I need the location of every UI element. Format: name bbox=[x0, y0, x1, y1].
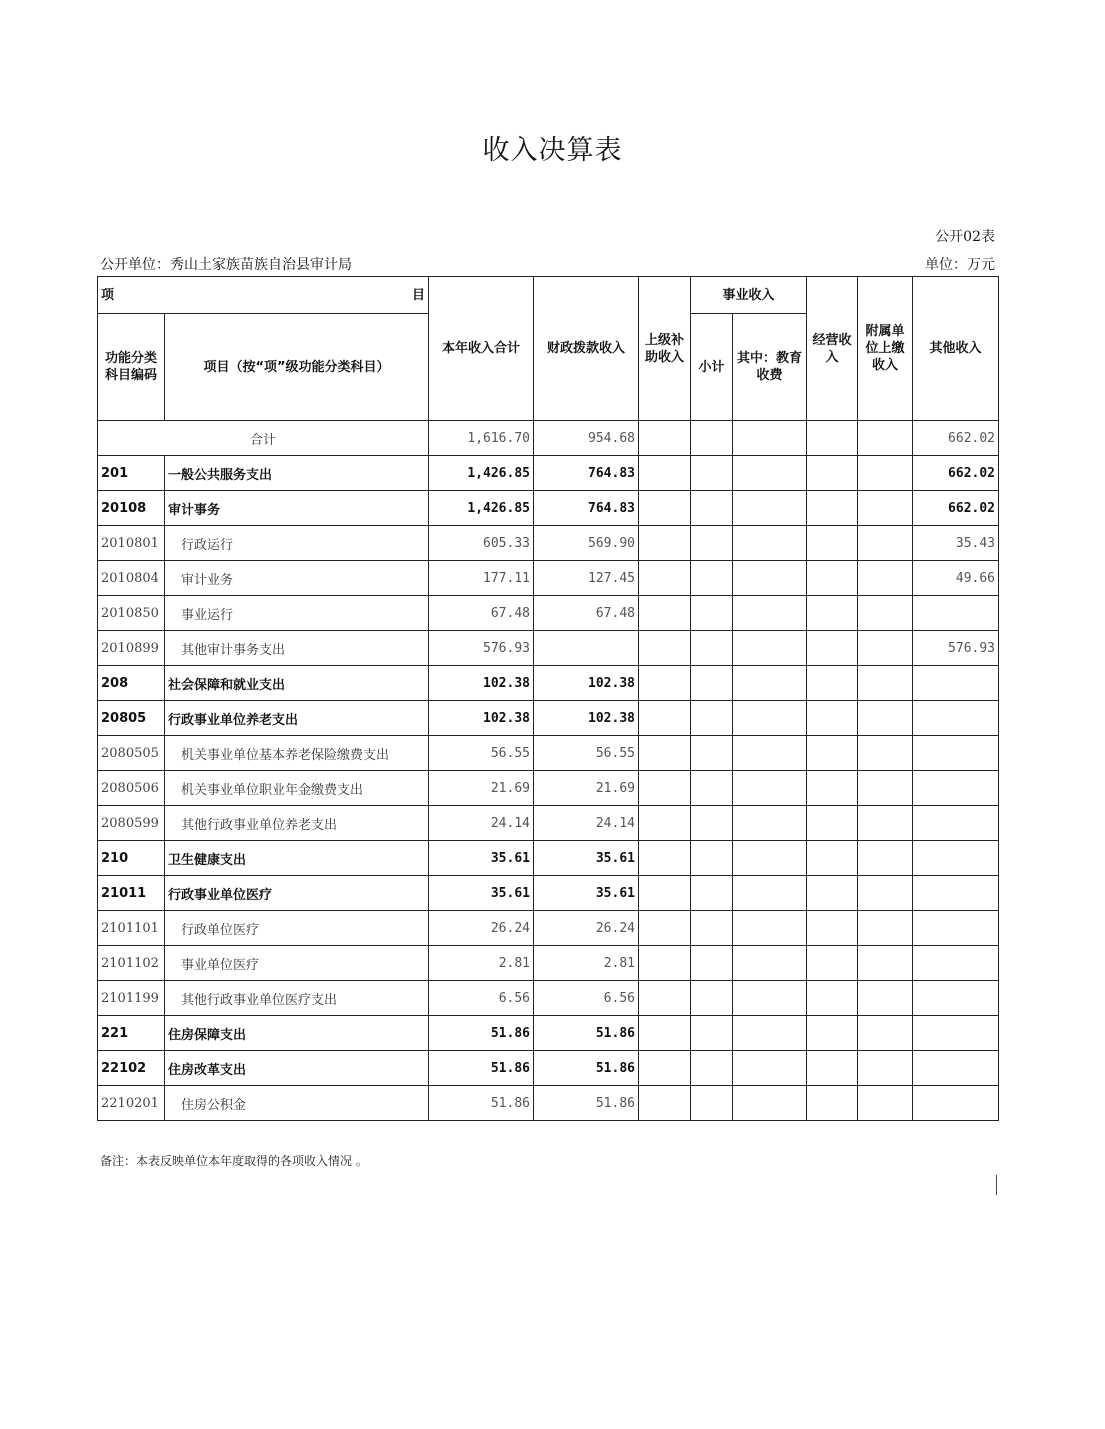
row-fiscal: 67.48 bbox=[534, 596, 639, 631]
row-operating bbox=[807, 631, 858, 666]
row-code: 2101199 bbox=[98, 981, 165, 1016]
row-superior bbox=[639, 841, 691, 876]
row-edu bbox=[733, 981, 807, 1016]
row-other: 576.93 bbox=[913, 631, 999, 666]
row-fiscal: 51.86 bbox=[534, 1051, 639, 1086]
row-superior bbox=[639, 526, 691, 561]
row-operating bbox=[807, 1086, 858, 1121]
row-edu bbox=[733, 456, 807, 491]
row-operating bbox=[807, 1051, 858, 1086]
row-other bbox=[913, 911, 999, 946]
row-code: 2010801 bbox=[98, 526, 165, 561]
row-affiliated bbox=[858, 561, 913, 596]
row-affiliated bbox=[858, 701, 913, 736]
row-code: 20108 bbox=[98, 491, 165, 526]
row-code: 2010899 bbox=[98, 631, 165, 666]
row-fiscal: 35.61 bbox=[534, 876, 639, 911]
row-fiscal: 764.83 bbox=[534, 491, 639, 526]
row-operating bbox=[807, 911, 858, 946]
row-name: 行政事业单位医疗 bbox=[165, 876, 429, 911]
row-subtotal bbox=[691, 561, 733, 596]
row-fiscal: 127.45 bbox=[534, 561, 639, 596]
row-total: 67.48 bbox=[429, 596, 534, 631]
row-subtotal bbox=[691, 806, 733, 841]
row-superior bbox=[639, 666, 691, 701]
row-code: 21011 bbox=[98, 876, 165, 911]
row-name: 其他行政事业单位养老支出 bbox=[165, 806, 429, 841]
table-row bbox=[98, 596, 999, 631]
row-operating bbox=[807, 526, 858, 561]
row-operating bbox=[807, 491, 858, 526]
row-operating bbox=[807, 561, 858, 596]
row-total: 26.24 bbox=[429, 911, 534, 946]
row-subtotal bbox=[691, 1016, 733, 1051]
row-total: 56.55 bbox=[429, 736, 534, 771]
header-mu: 目 bbox=[411, 287, 425, 303]
row-edu bbox=[733, 596, 807, 631]
row-total: 1,426.85 bbox=[429, 491, 534, 526]
row-code: 2080506 bbox=[98, 771, 165, 806]
row-subtotal bbox=[691, 1051, 733, 1086]
row-superior bbox=[639, 631, 691, 666]
table-row bbox=[98, 1051, 999, 1086]
row-subtotal bbox=[691, 526, 733, 561]
row-total: 21.69 bbox=[429, 771, 534, 806]
row-superior bbox=[639, 1086, 691, 1121]
row-affiliated bbox=[858, 1086, 913, 1121]
table-row bbox=[98, 666, 999, 701]
row-total: 51.86 bbox=[429, 1051, 534, 1086]
row-subtotal bbox=[691, 701, 733, 736]
row-operating bbox=[807, 596, 858, 631]
table-row bbox=[98, 526, 999, 561]
row-fiscal bbox=[534, 631, 639, 666]
row-name: 机关事业单位基本养老保险缴费支出 bbox=[165, 736, 429, 771]
row-subtotal bbox=[691, 1086, 733, 1121]
table-row bbox=[98, 806, 999, 841]
row-other bbox=[913, 736, 999, 771]
row-fiscal: 24.14 bbox=[534, 806, 639, 841]
row-fiscal: 102.38 bbox=[534, 701, 639, 736]
currency-unit: 单位：万元 bbox=[925, 257, 995, 273]
table-row bbox=[98, 631, 999, 666]
row-edu bbox=[733, 701, 807, 736]
header-code: 功能分类科目编码 bbox=[98, 314, 165, 421]
row-operating bbox=[807, 806, 858, 841]
row-total: 24.14 bbox=[429, 806, 534, 841]
row-code: 208 bbox=[98, 666, 165, 701]
page-mark bbox=[996, 1175, 997, 1195]
row-edu bbox=[733, 1051, 807, 1086]
row-code: 2080505 bbox=[98, 736, 165, 771]
row-superior bbox=[639, 491, 691, 526]
row-name: 一般公共服务支出 bbox=[165, 456, 429, 491]
row-name: 行政单位医疗 bbox=[165, 911, 429, 946]
row-name: 卫生健康支出 bbox=[165, 841, 429, 876]
row-total: 2.81 bbox=[429, 946, 534, 981]
row-operating bbox=[807, 841, 858, 876]
row-code: 2080599 bbox=[98, 806, 165, 841]
row-other: 35.43 bbox=[913, 526, 999, 561]
table-row bbox=[98, 456, 999, 491]
row-edu bbox=[733, 1016, 807, 1051]
row-affiliated bbox=[858, 491, 913, 526]
row-name: 其他审计事务支出 bbox=[165, 631, 429, 666]
row-other bbox=[913, 806, 999, 841]
row-affiliated bbox=[858, 911, 913, 946]
row-other: 49.66 bbox=[913, 561, 999, 596]
row-other bbox=[913, 1016, 999, 1051]
row-superior bbox=[639, 561, 691, 596]
row-operating bbox=[807, 1016, 858, 1051]
row-affiliated bbox=[858, 736, 913, 771]
row-subtotal bbox=[691, 841, 733, 876]
row-name: 住房公积金 bbox=[165, 1086, 429, 1121]
row-edu bbox=[733, 736, 807, 771]
header-item: 项 bbox=[101, 287, 115, 303]
row-superior bbox=[639, 911, 691, 946]
row-total: 605.33 bbox=[429, 526, 534, 561]
table-row bbox=[98, 981, 999, 1016]
row-edu bbox=[733, 911, 807, 946]
row-other bbox=[913, 946, 999, 981]
total-income-value: 1,616.70 bbox=[429, 421, 534, 456]
table-row bbox=[98, 876, 999, 911]
row-other bbox=[913, 1051, 999, 1086]
total-label: 合计 bbox=[98, 421, 429, 456]
row-superior bbox=[639, 806, 691, 841]
row-superior bbox=[639, 1016, 691, 1051]
row-subtotal bbox=[691, 771, 733, 806]
row-name: 审计事务 bbox=[165, 491, 429, 526]
row-code: 201 bbox=[98, 456, 165, 491]
row-edu bbox=[733, 561, 807, 596]
row-fiscal: 56.55 bbox=[534, 736, 639, 771]
row-fiscal: 26.24 bbox=[534, 911, 639, 946]
table-row bbox=[98, 701, 999, 736]
form-number: 公开02表 bbox=[935, 229, 995, 245]
table-row bbox=[98, 491, 999, 526]
row-affiliated bbox=[858, 841, 913, 876]
total-fiscal-value: 954.68 bbox=[534, 421, 639, 456]
row-other bbox=[913, 841, 999, 876]
header-operating: 经营收入 bbox=[807, 277, 858, 421]
total-other-value: 662.02 bbox=[913, 421, 999, 456]
row-edu bbox=[733, 946, 807, 981]
row-subtotal bbox=[691, 666, 733, 701]
row-name: 社会保障和就业支出 bbox=[165, 666, 429, 701]
row-fiscal: 51.86 bbox=[534, 1086, 639, 1121]
row-superior bbox=[639, 771, 691, 806]
row-affiliated bbox=[858, 946, 913, 981]
row-name: 事业运行 bbox=[165, 596, 429, 631]
row-code: 221 bbox=[98, 1016, 165, 1051]
row-affiliated bbox=[858, 456, 913, 491]
row-superior bbox=[639, 736, 691, 771]
table-row bbox=[98, 561, 999, 596]
row-other bbox=[913, 596, 999, 631]
row-superior bbox=[639, 596, 691, 631]
row-affiliated bbox=[858, 876, 913, 911]
row-affiliated bbox=[858, 631, 913, 666]
row-name: 机关事业单位职业年金缴费支出 bbox=[165, 771, 429, 806]
row-edu bbox=[733, 806, 807, 841]
reporting-unit: 公开单位：秀山土家族苗族自治县审计局 bbox=[100, 257, 352, 273]
row-fiscal: 51.86 bbox=[534, 1016, 639, 1051]
row-total: 177.11 bbox=[429, 561, 534, 596]
row-code: 2101101 bbox=[98, 911, 165, 946]
row-total: 35.61 bbox=[429, 841, 534, 876]
row-code: 22102 bbox=[98, 1051, 165, 1086]
row-code: 2210201 bbox=[98, 1086, 165, 1121]
row-superior bbox=[639, 701, 691, 736]
row-edu bbox=[733, 491, 807, 526]
row-total: 102.38 bbox=[429, 701, 534, 736]
header-business-group: 事业收入 bbox=[691, 277, 807, 314]
row-affiliated bbox=[858, 771, 913, 806]
row-subtotal bbox=[691, 631, 733, 666]
header-fiscal: 财政拨款收入 bbox=[534, 277, 639, 421]
row-superior bbox=[639, 981, 691, 1016]
row-name: 住房改革支出 bbox=[165, 1051, 429, 1086]
table-row bbox=[98, 841, 999, 876]
row-other bbox=[913, 876, 999, 911]
income-table bbox=[97, 276, 999, 1121]
footnote: 备注：本表反映单位本年度取得的各项收入情况 。 bbox=[100, 1154, 368, 1168]
header-name: 项目（按“项”级功能分类科目） bbox=[165, 314, 429, 421]
header-other: 其他收入 bbox=[913, 277, 999, 421]
row-name: 其他行政事业单位医疗支出 bbox=[165, 981, 429, 1016]
row-operating bbox=[807, 701, 858, 736]
row-subtotal bbox=[691, 456, 733, 491]
row-subtotal bbox=[691, 491, 733, 526]
row-edu bbox=[733, 526, 807, 561]
row-fiscal: 35.61 bbox=[534, 841, 639, 876]
row-other: 662.02 bbox=[913, 491, 999, 526]
row-other bbox=[913, 666, 999, 701]
row-name: 审计业务 bbox=[165, 561, 429, 596]
row-subtotal bbox=[691, 876, 733, 911]
row-affiliated bbox=[858, 526, 913, 561]
row-fiscal: 569.90 bbox=[534, 526, 639, 561]
row-operating bbox=[807, 666, 858, 701]
row-code: 20805 bbox=[98, 701, 165, 736]
header-subtotal: 小计 bbox=[691, 314, 733, 421]
row-superior bbox=[639, 1051, 691, 1086]
row-other bbox=[913, 701, 999, 736]
row-code: 2010850 bbox=[98, 596, 165, 631]
row-operating bbox=[807, 981, 858, 1016]
row-name: 住房保障支出 bbox=[165, 1016, 429, 1051]
row-operating bbox=[807, 876, 858, 911]
table-row bbox=[98, 911, 999, 946]
table-row bbox=[98, 946, 999, 981]
header-total-income: 本年收入合计 bbox=[429, 277, 534, 421]
row-code: 2010804 bbox=[98, 561, 165, 596]
row-total: 51.86 bbox=[429, 1016, 534, 1051]
row-fiscal: 21.69 bbox=[534, 771, 639, 806]
row-name: 行政事业单位养老支出 bbox=[165, 701, 429, 736]
row-code: 210 bbox=[98, 841, 165, 876]
header-edu: 其中：教育收费 bbox=[733, 314, 807, 421]
row-affiliated bbox=[858, 981, 913, 1016]
row-edu bbox=[733, 1086, 807, 1121]
row-operating bbox=[807, 456, 858, 491]
row-edu bbox=[733, 771, 807, 806]
page-title: 收入决算表 bbox=[482, 135, 623, 166]
row-affiliated bbox=[858, 806, 913, 841]
row-other bbox=[913, 981, 999, 1016]
row-edu bbox=[733, 631, 807, 666]
row-total: 6.56 bbox=[429, 981, 534, 1016]
row-fiscal: 6.56 bbox=[534, 981, 639, 1016]
row-subtotal bbox=[691, 946, 733, 981]
row-superior bbox=[639, 876, 691, 911]
table-row bbox=[98, 771, 999, 806]
row-total: 102.38 bbox=[429, 666, 534, 701]
row-fiscal: 764.83 bbox=[534, 456, 639, 491]
row-other bbox=[913, 771, 999, 806]
row-affiliated bbox=[858, 596, 913, 631]
row-code: 2101102 bbox=[98, 946, 165, 981]
row-name: 事业单位医疗 bbox=[165, 946, 429, 981]
row-other: 662.02 bbox=[913, 456, 999, 491]
row-superior bbox=[639, 946, 691, 981]
row-total: 51.86 bbox=[429, 1086, 534, 1121]
row-subtotal bbox=[691, 596, 733, 631]
row-other bbox=[913, 1086, 999, 1121]
row-operating bbox=[807, 946, 858, 981]
row-total: 35.61 bbox=[429, 876, 534, 911]
row-subtotal bbox=[691, 911, 733, 946]
row-name: 行政运行 bbox=[165, 526, 429, 561]
row-edu bbox=[733, 666, 807, 701]
header-affiliated: 附属单位上缴收入 bbox=[858, 277, 913, 421]
row-superior bbox=[639, 456, 691, 491]
row-total: 576.93 bbox=[429, 631, 534, 666]
row-affiliated bbox=[858, 1051, 913, 1086]
row-affiliated bbox=[858, 1016, 913, 1051]
row-edu bbox=[733, 841, 807, 876]
table-row bbox=[98, 736, 999, 771]
row-operating bbox=[807, 736, 858, 771]
header-superior: 上级补助收入 bbox=[639, 277, 691, 421]
row-fiscal: 102.38 bbox=[534, 666, 639, 701]
row-subtotal bbox=[691, 736, 733, 771]
header-item-cell bbox=[98, 277, 429, 314]
total-row bbox=[98, 421, 999, 456]
row-fiscal: 2.81 bbox=[534, 946, 639, 981]
row-edu bbox=[733, 876, 807, 911]
row-total: 1,426.85 bbox=[429, 456, 534, 491]
row-subtotal bbox=[691, 981, 733, 1016]
row-affiliated bbox=[858, 666, 913, 701]
table-row bbox=[98, 1086, 999, 1121]
row-operating bbox=[807, 771, 858, 806]
table-row bbox=[98, 1016, 999, 1051]
